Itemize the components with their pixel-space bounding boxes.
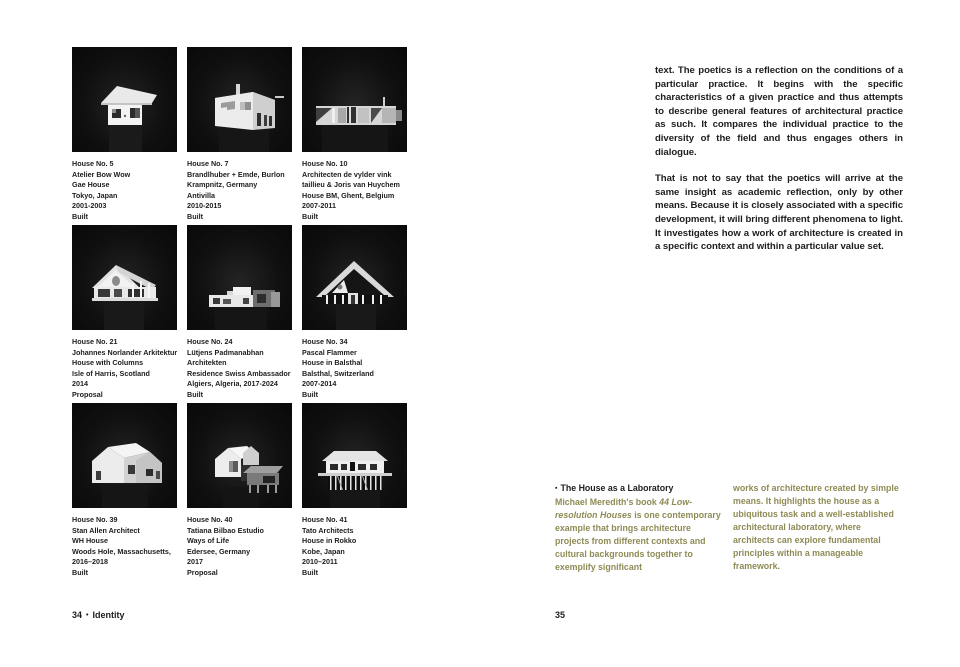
house-status: Built	[302, 211, 318, 221]
house-caption	[72, 152, 177, 223]
house-card-10	[302, 47, 407, 225]
sidebar-note-heading	[555, 482, 723, 496]
house-name: House with Columns	[72, 358, 144, 368]
house-location: Woods Hole, Massachusetts,	[72, 546, 171, 556]
house-status: Built	[72, 567, 88, 577]
left-page-number: 34	[72, 610, 83, 620]
house-architect-cont: Architekten	[187, 358, 227, 368]
house-caption	[302, 330, 407, 401]
house-name: Residence Swiss Ambassador	[187, 368, 291, 378]
house-model-photo	[187, 47, 292, 152]
right-page-number: 35	[555, 610, 566, 620]
house-number: House No. 5	[72, 159, 114, 168]
house-caption	[187, 330, 292, 401]
house-name-location: House BM, Ghent, Belgium	[302, 190, 395, 200]
house-location: Balsthal, Switzerland	[302, 368, 374, 378]
sidebar-note-column-1	[555, 482, 723, 574]
house-card-21	[72, 225, 177, 403]
left-page-footer	[72, 610, 128, 620]
house-location: Krampnitz, Germany	[187, 180, 258, 190]
house-number: House No. 10	[302, 159, 348, 168]
house-number: House No. 34	[302, 337, 348, 346]
house-status: Built	[302, 389, 318, 399]
house-years: 2014	[72, 379, 88, 389]
square-bullet-icon: ▪	[555, 485, 558, 492]
house-years: 2010–2011	[302, 557, 338, 567]
house-architect: Tato Architects	[302, 525, 354, 535]
footer-separator-dot: •	[86, 612, 89, 619]
house-architect: Pascal Flammer	[302, 347, 357, 357]
note-text: Michael Meredith's book	[555, 497, 660, 507]
house-card-5	[72, 47, 177, 225]
house-caption	[302, 508, 407, 579]
body-paragraph-2: That is not to say that the poetics will arrive at the same insight as academic reflection, only by other means. Because it is closely associated with a specific development, it will bring different phenomena to light. It investigates how a work of architecture is created in a specific context and within a particular value set.	[655, 173, 903, 253]
house-model-illustration	[302, 47, 407, 152]
house-years: 2007-2011	[302, 201, 336, 211]
house-location: Tokyo, Japan	[72, 190, 118, 200]
house-name: WH House	[72, 536, 108, 546]
house-architect-cont: taillieu & Joris van Huychem	[302, 180, 400, 190]
right-page-footer	[555, 610, 565, 620]
house-years: 2007-2014	[302, 379, 337, 389]
house-years: 2017	[187, 557, 203, 567]
house-caption	[72, 508, 177, 579]
house-card-40	[187, 403, 292, 581]
house-model-photo	[72, 47, 177, 152]
house-architect: Tatiana Bilbao Estudio	[187, 525, 264, 535]
house-location: Isle of Harris, Scotland	[72, 368, 150, 378]
house-model-illustration	[302, 403, 407, 508]
house-architect: Architecten de vylder vink	[302, 169, 392, 179]
house-architect: Atelier Bow Wow	[72, 169, 131, 179]
house-model-photo	[187, 225, 292, 330]
house-name: Antivilla	[187, 190, 215, 200]
house-model-photo	[302, 47, 407, 152]
house-location: Edersee, Germany	[187, 546, 251, 556]
house-caption	[72, 330, 177, 401]
house-number: House No. 39	[72, 515, 118, 524]
house-status: Built	[187, 389, 203, 399]
house-caption	[187, 508, 292, 579]
house-name: House in Rokko	[302, 536, 357, 546]
house-card-24	[187, 225, 292, 403]
sidebar-note-heading-text: The House as a Laboratory	[560, 483, 674, 493]
house-model-illustration	[302, 225, 407, 330]
house-model-illustration	[187, 225, 292, 330]
house-architect: Brandlhuber + Emde, Burlon	[187, 169, 285, 179]
house-card-39	[72, 403, 177, 581]
house-model-illustration	[72, 47, 177, 152]
house-name: Gae House	[72, 180, 110, 190]
house-status: Built	[187, 211, 203, 221]
house-architect: Lütjens Padmanabhan	[187, 347, 264, 357]
house-number: House No. 24	[187, 337, 233, 346]
house-architect: Johannes Norlander Arkitektur	[72, 347, 178, 357]
house-model-illustration	[187, 403, 292, 508]
house-number: House No. 21	[72, 337, 118, 346]
house-years: 2001-2003	[72, 201, 107, 211]
house-model-illustration	[72, 225, 177, 330]
note-book-title: 44 Low-resolution Houses	[555, 497, 693, 520]
house-name: House in Balsthal	[302, 358, 363, 368]
house-model-photo	[72, 403, 177, 508]
house-status: Proposal	[187, 567, 218, 577]
house-card-34	[302, 225, 407, 403]
house-model-photo	[302, 225, 407, 330]
house-number: House No. 41	[302, 515, 348, 524]
sidebar-note-body-1	[555, 496, 723, 574]
house-status: Built	[72, 211, 88, 221]
house-location: Kobe, Japan	[302, 546, 345, 556]
sidebar-note	[555, 482, 903, 574]
house-status: Proposal	[72, 389, 103, 399]
house-number: House No. 40	[187, 515, 233, 524]
main-text-column	[655, 64, 903, 267]
house-architect: Stan Allen Architect	[72, 525, 140, 535]
house-model-photo	[72, 225, 177, 330]
house-model-photo	[302, 403, 407, 508]
house-years: 2010-2015	[187, 201, 222, 211]
note-text: is one contemporary example that brings architecture projects from different contexts and cultural backgrounds together to exemplify significant	[555, 510, 721, 572]
house-model-illustration	[72, 403, 177, 508]
house-caption	[187, 152, 292, 223]
house-card-41	[302, 403, 407, 581]
house-caption	[302, 152, 407, 223]
sidebar-note-body-2: works of architecture created by simple means. It highlights the house as a ubiquitous task and a well-established architectural laboratory, where architects can explore fundamental principles within a manageable framework.	[733, 483, 899, 571]
house-model-grid	[72, 47, 407, 581]
house-model-photo	[187, 403, 292, 508]
house-card-7	[187, 47, 292, 225]
house-location-years: Algiers, Algeria, 2017-2024	[187, 379, 278, 389]
house-model-illustration	[187, 47, 292, 152]
house-number: House No. 7	[187, 159, 229, 168]
house-years: 2016–2018	[72, 557, 108, 567]
chapter-title: Identity	[92, 610, 125, 620]
house-status: Built	[302, 567, 318, 577]
house-name: Ways of Life	[187, 536, 230, 546]
sidebar-note-column-2	[733, 482, 903, 574]
body-paragraph-1: text. The poetics is a reflection on the conditions of a particular practice. It begins with the specific characteristics of a given practice and thus attempts to describe general features of architectural practice as such. It compares the individual practice to the diversity of the field and thus engages others in dialogue.	[655, 65, 903, 158]
